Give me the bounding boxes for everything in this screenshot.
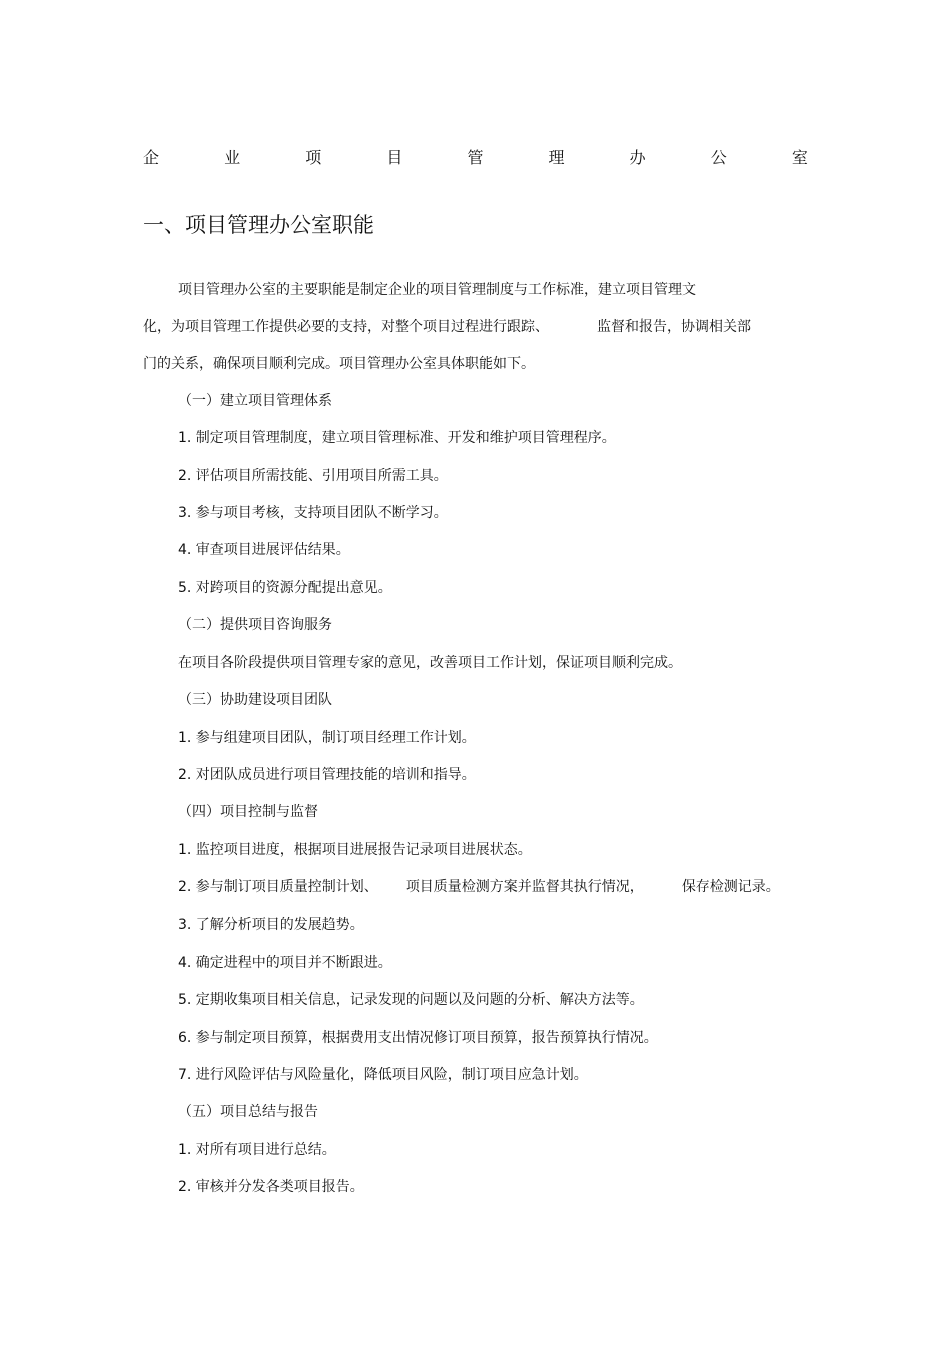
intro-line-2-part-a: 化，为项目管理工作提供必要的支持，对整个项目过程进行跟踪、 bbox=[143, 319, 549, 335]
title-char: 企 bbox=[143, 148, 160, 167]
subsection-heading: （三）协助建设项目团队 bbox=[178, 692, 332, 708]
title-char: 公 bbox=[710, 148, 727, 167]
list-item: 4. 审查项目进展评估结果。 bbox=[178, 542, 350, 558]
subsection-heading: （二）提供项目咨询服务 bbox=[178, 617, 332, 633]
intro-line-2-part-b: 监督和报告，协调相关部 bbox=[597, 319, 751, 335]
document-title bbox=[143, 148, 808, 168]
list-item: 1. 监控项目进度，根据项目进展报告记录项目进展状态。 bbox=[178, 842, 532, 858]
list-item-part-a: 2. 参与制订项目质量控制计划、 bbox=[178, 879, 378, 895]
list-item: 2. 评估项目所需技能、引用项目所需工具。 bbox=[178, 468, 448, 484]
title-char: 业 bbox=[224, 148, 241, 167]
list-item: 1. 对所有项目进行总结。 bbox=[178, 1142, 336, 1158]
list-item: 2. 对团队成员进行项目管理技能的培训和指导。 bbox=[178, 767, 476, 783]
title-char: 理 bbox=[548, 148, 565, 167]
list-item: 5. 对跨项目的资源分配提出意见。 bbox=[178, 580, 392, 596]
paragraph: 在项目各阶段提供项目管理专家的意见，改善项目工作计划，保证项目顺利完成。 bbox=[178, 655, 682, 671]
list-item bbox=[178, 877, 780, 897]
list-item: 2. 审核并分发各类项目报告。 bbox=[178, 1179, 364, 1195]
section-heading: 一、项目管理办公室职能 bbox=[143, 213, 374, 237]
list-item-part-b: 项目质量检测方案并监督其执行情况， bbox=[405, 879, 644, 895]
list-item: 7. 进行风险评估与风险量化，降低项目风险，制订项目应急计划。 bbox=[178, 1067, 588, 1083]
list-item: 1. 制定项目管理制度，建立项目管理标准、开发和维护项目管理程序。 bbox=[178, 430, 616, 446]
intro-line-3: 门的关系，确保项目顺利完成。项目管理办公室具体职能如下。 bbox=[143, 356, 535, 372]
list-item-part-c: 保存检测记录。 bbox=[681, 879, 780, 895]
subsection-heading: （四）项目控制与监督 bbox=[178, 804, 318, 820]
list-item: 4. 确定进程中的项目并不断跟进。 bbox=[178, 955, 392, 971]
intro-line-2 bbox=[143, 317, 751, 337]
title-char: 管 bbox=[467, 148, 484, 167]
title-char: 室 bbox=[791, 148, 808, 167]
title-char: 项 bbox=[305, 148, 322, 167]
title-char: 目 bbox=[386, 148, 403, 167]
subsection-heading: （五）项目总结与报告 bbox=[178, 1104, 318, 1120]
list-item: 1. 参与组建项目团队，制订项目经理工作计划。 bbox=[178, 730, 476, 746]
subsection-heading: （一）建立项目管理体系 bbox=[178, 393, 332, 409]
list-item: 6. 参与制定项目预算，根据费用支出情况修订项目预算，报告预算执行情况。 bbox=[178, 1030, 658, 1046]
title-char: 办 bbox=[629, 148, 646, 167]
intro-line-1: 项目管理办公室的主要职能是制定企业的项目管理制度与工作标准，建立项目管理文 bbox=[178, 282, 696, 298]
list-item: 5. 定期收集项目相关信息，记录发现的问题以及问题的分析、解决方法等。 bbox=[178, 992, 644, 1008]
list-item: 3. 了解分析项目的发展趋势。 bbox=[178, 917, 364, 933]
list-item: 3. 参与项目考核，支持项目团队不断学习。 bbox=[178, 505, 448, 521]
